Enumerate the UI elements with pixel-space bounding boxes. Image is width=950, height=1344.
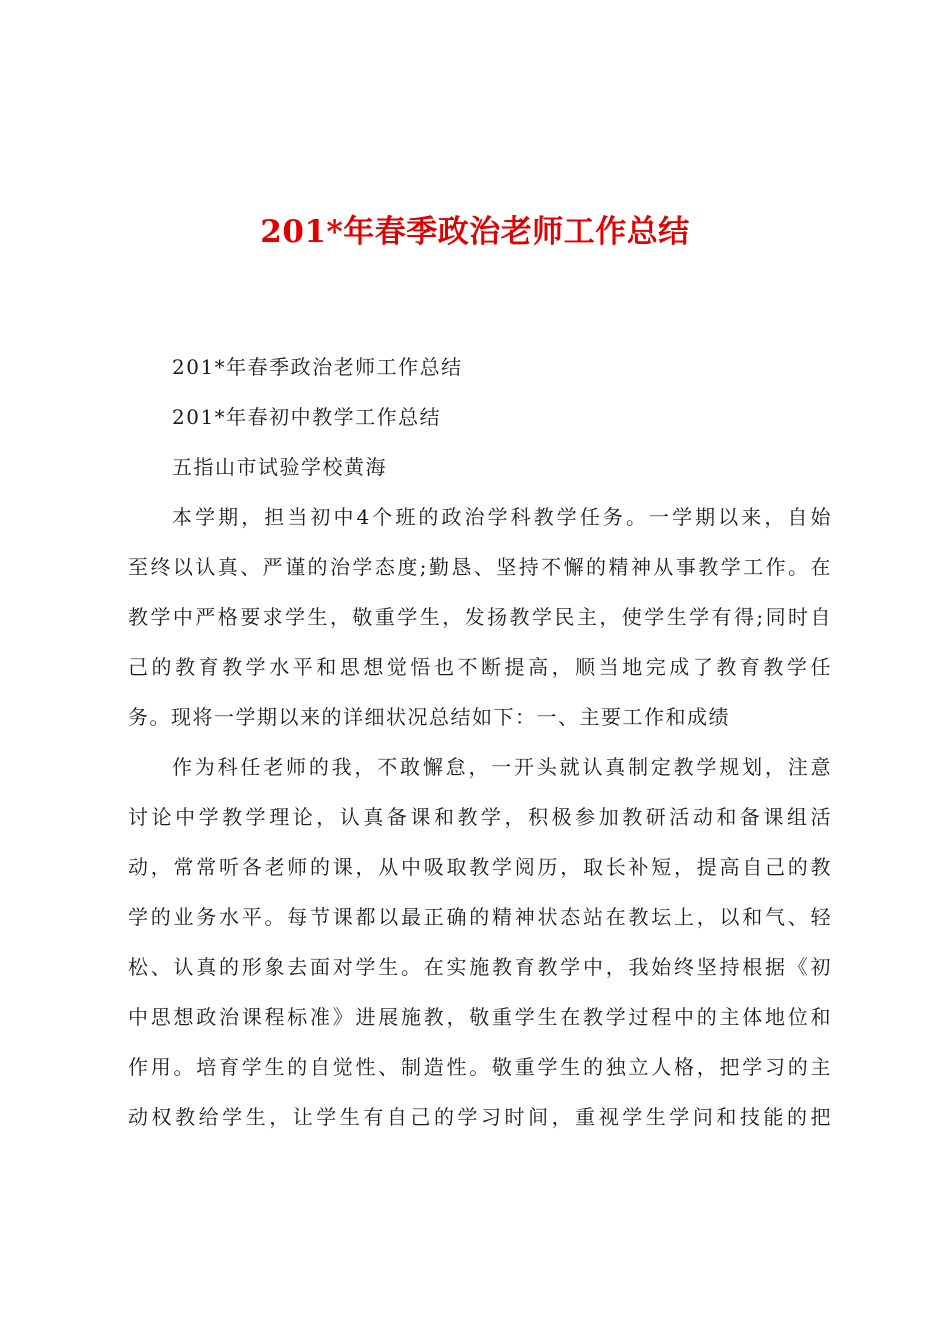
paragraph-line: 松、认真的形象去面对学生。在实施教育教学中，我始终坚持根据《初: [128, 955, 832, 979]
paragraph-line: 学的业务水平。每节课都以最正确的精神状态站在教坛上，以和气、轻: [128, 905, 832, 929]
paragraph-line: 作为科任老师的我，不敢懈怠，一开头就认真制定教学规划，注意: [172, 755, 832, 779]
paragraph-line: 己的教育教学水平和思想觉悟也不断提高，顺当地完成了教育教学任: [128, 655, 832, 679]
paragraph-2: [128, 742, 832, 1142]
header-line-title: 201*年春季政治老师工作总结: [172, 355, 463, 379]
header-line-subtitle: 201*年春初中教学工作总结: [172, 405, 442, 429]
document-title: 201*年春季政治老师工作总结: [260, 214, 690, 250]
paragraph-line: 务。现将一学期以来的详细状况总结如下：一、主要工作和成绩: [128, 705, 730, 729]
paragraph-1: [128, 492, 832, 742]
paragraph-line: 动，常常听各老师的课，从中吸取教学阅历，取长补短，提高自己的教: [128, 855, 832, 879]
header-line-author: 五指山市试验学校黄海: [172, 455, 387, 479]
document-body: [128, 342, 832, 1142]
paragraph-line: 作用。培育学生的自觉性、制造性。敬重学生的独立人格，把学习的主: [128, 1055, 832, 1079]
paragraph-line: 动权教给学生，让学生有自己的学习时间，重视学生学问和技能的把: [128, 1105, 832, 1129]
paragraph-line: 教学中严格要求学生，敬重学生，发扬教学民主，使学生学有得;同时自: [128, 605, 832, 629]
paragraph-line: 至终以认真、严谨的治学态度;勤恳、坚持不懈的精神从事教学工作。在: [128, 555, 832, 579]
paragraph-line: 本学期，担当初中4个班的政治学科教学任务。一学期以来，自始: [172, 505, 832, 529]
paragraph-line: 讨论中学教学理论，认真备课和教学，积极参加教研活动和备课组活: [128, 805, 832, 829]
paragraph-line: 中思想政治课程标准》进展施教，敬重学生在教学过程中的主体地位和: [128, 1005, 832, 1029]
